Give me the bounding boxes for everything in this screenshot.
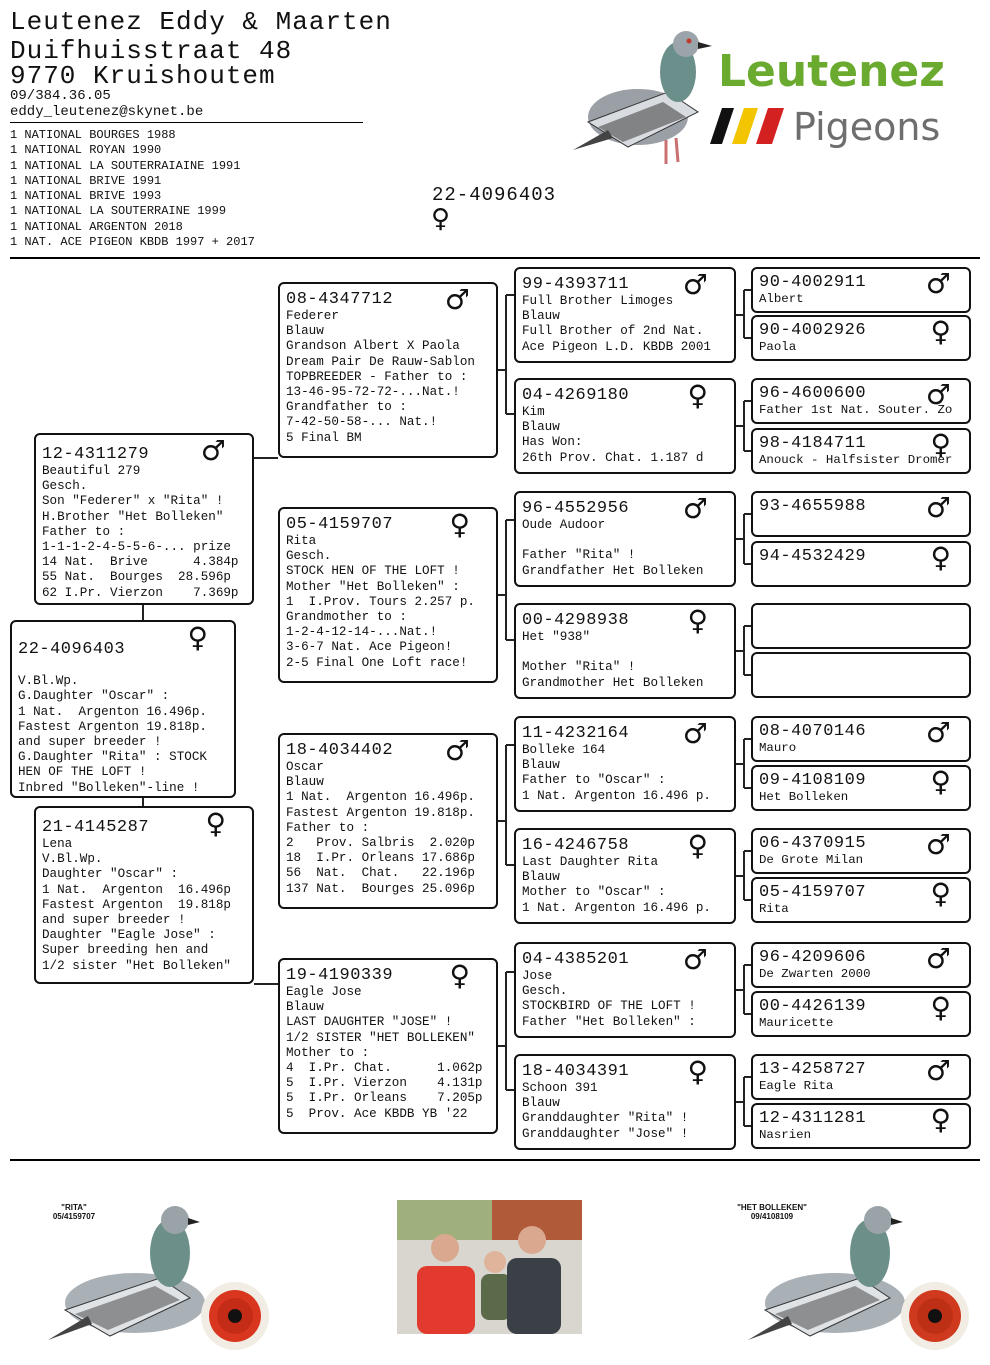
card-text-line: Daughter "Oscar" : xyxy=(42,867,179,882)
female-icon: ♀ xyxy=(930,315,951,348)
pedigree-card xyxy=(751,942,971,988)
connector-line xyxy=(506,1089,514,1091)
pedigree-card xyxy=(751,877,971,923)
female-icon: ♀ xyxy=(930,877,951,910)
connector-line xyxy=(744,1013,751,1015)
connector-line xyxy=(743,290,745,338)
card-text-line: Super breeding hen and xyxy=(42,943,209,958)
card-text-line: Daughter "Eagle Jose" : xyxy=(42,928,216,943)
pedigree-card xyxy=(514,942,736,1038)
card-text-line xyxy=(522,645,730,660)
card-text-line: 1 Nat. Argenton 16.496p. xyxy=(18,704,207,719)
card-text-line: LAST DAUGHTER "JOSE" ! xyxy=(286,1015,453,1030)
card-text-line: 1 Nat. Argenton 16.496 p. xyxy=(522,788,711,803)
card-text-line: 18 I.Pr. Orleans 17.686p xyxy=(286,851,475,866)
card-text-line: 1/2 SISTER "HET BOLLEKEN" xyxy=(286,1030,475,1045)
ring-number: 19-4190339 xyxy=(286,966,394,985)
card-text-line: STOCKBIRD OF THE LOFT ! xyxy=(522,999,696,1014)
card-text-line: Het Bolleken xyxy=(759,790,849,804)
card-text-line: 2 Prov. Salbris 2.020p xyxy=(286,836,475,851)
pedigree-card xyxy=(751,828,971,874)
ring-number: 12-4311281 xyxy=(759,1109,867,1128)
ring-number: 00-4426139 xyxy=(759,997,867,1016)
female-icon: ♀ xyxy=(449,508,470,541)
breeder-city: 9770 Kruishoutem xyxy=(10,61,276,91)
card-text-line: Eagle Rita xyxy=(759,1079,834,1093)
card-text-line: 62 I.Pr. Vierzon 7.369p xyxy=(42,585,239,600)
card-text-line: 5 Final BM xyxy=(286,430,362,445)
connector-line xyxy=(506,519,514,521)
card-text-line: Full Brother Limoges xyxy=(522,294,674,308)
pedigree-card xyxy=(514,716,736,812)
male-icon: ♂ xyxy=(444,283,470,316)
card-text-line: Mauro xyxy=(759,741,797,755)
subject-ring: 22-4096403 xyxy=(432,184,557,206)
connector-line xyxy=(744,400,751,402)
connector-line xyxy=(505,745,507,865)
card-text-line: Ace Pigeon L.D. KBDB 2001 xyxy=(522,339,711,354)
female-icon: ♀ xyxy=(187,621,208,654)
card-text-line: 5 I.Pr. Orleans 7.205p xyxy=(286,1091,483,1106)
card-text-line: Paola xyxy=(759,340,797,354)
card-text-line: Fastest Argenton 19.818p. xyxy=(18,719,207,734)
male-icon: ♂ xyxy=(925,828,951,861)
card-text-line: Grandmother Het Bolleken xyxy=(522,675,704,690)
card-text-line: Full Brother of 2nd Nat. xyxy=(522,324,704,339)
achievement-item: 1 NATIONAL LA SOUTERRAIAINE 1991 xyxy=(10,158,241,173)
card-text-line: Gesch. xyxy=(522,984,568,999)
card-text-line: Bolleke 164 xyxy=(522,743,606,757)
card-text-line: Father to : xyxy=(42,524,126,539)
card-text-line xyxy=(18,659,230,674)
female-icon: ♀ xyxy=(687,379,708,412)
card-text-line: Oscar xyxy=(286,760,324,774)
card-text-line: Father to "Oscar" : xyxy=(522,773,666,788)
female-icon: ♀ xyxy=(930,765,951,798)
pedigree-card xyxy=(514,828,736,924)
card-text-line: Grandmother to : xyxy=(286,610,407,625)
connector-line xyxy=(744,513,751,515)
card-text-line: 2-5 Final One Loft race! xyxy=(286,655,468,670)
ring-number: 05-4159707 xyxy=(286,515,394,534)
connector-line xyxy=(505,295,507,414)
achievement-item: 1 NATIONAL BRIVE 1993 xyxy=(10,189,162,204)
card-text-line: 5 Prov. Ace KBDB YB '22 xyxy=(286,1106,468,1121)
card-text-line: De Grote Milan xyxy=(759,853,864,867)
pedigree-card xyxy=(751,428,971,474)
male-icon: ♂ xyxy=(925,378,951,411)
card-text-line: Blauw xyxy=(286,1000,324,1015)
connector-line xyxy=(505,520,507,640)
male-icon: ♂ xyxy=(682,717,708,750)
connector-line xyxy=(744,1076,751,1078)
card-text-line: STOCK HEN OF THE LOFT ! xyxy=(286,564,460,579)
connector-line xyxy=(744,337,751,339)
card-text-line: Lena xyxy=(42,837,73,851)
ring-number: 90-4002926 xyxy=(759,321,867,340)
connector-line xyxy=(142,605,144,620)
achievement-item: 1 NAT. ACE PIGEON KBDB 1997 + 2017 xyxy=(10,235,255,250)
card-text-line: Father "Rita" ! xyxy=(522,548,636,563)
card-text-line: Anouck - Halfsister Dromer xyxy=(759,453,953,467)
pedigree-card xyxy=(34,433,254,605)
het-bolleken-photo xyxy=(730,1198,975,1350)
card-text-line: 1 Nat. Argenton 16.496p xyxy=(42,882,231,897)
male-icon: ♂ xyxy=(682,943,708,976)
breeder-email: eddy_leutenez@skynet.be xyxy=(10,104,204,120)
card-text-line: 4 I.Pr. Chat. 1.062p xyxy=(286,1061,483,1076)
female-icon: ♀ xyxy=(205,807,226,840)
card-text-line: Fastest Argenton 19.818p. xyxy=(286,805,475,820)
connector-line xyxy=(744,450,751,452)
connector-line xyxy=(744,899,751,901)
card-text-line: 56 Nat. Chat. 22.196p xyxy=(286,866,475,881)
card-text-line: Blauw xyxy=(522,870,560,885)
card-text-line: 3-6-7 Nat. Ace Pigeon! xyxy=(286,640,453,655)
ring-number: 18-4034391 xyxy=(522,1062,630,1081)
connector-line xyxy=(254,457,278,459)
connector-line xyxy=(506,864,514,866)
ring-number: 93-4655988 xyxy=(759,497,867,516)
pedigree-card xyxy=(514,378,736,474)
male-icon: ♂ xyxy=(925,1054,951,1087)
card-text-line: Mother "Het Bolleken" : xyxy=(286,579,460,594)
male-icon: ♂ xyxy=(925,491,951,524)
connector-line xyxy=(743,626,745,675)
card-text-line: 137 Nat. Bourges 25.096p xyxy=(286,881,475,896)
right-caption-ring: 09/4108109 xyxy=(750,1212,794,1221)
pedigree-card xyxy=(751,491,971,537)
male-icon: ♂ xyxy=(925,716,951,749)
card-text-line: 26th Prov. Chat. 1.187 d xyxy=(522,450,704,465)
connector-line xyxy=(744,563,751,565)
ring-number: 22-4096403 xyxy=(18,640,126,659)
card-text-line: Fastest Argenton 19.818p xyxy=(42,897,231,912)
connector-line xyxy=(744,738,751,740)
connector-line xyxy=(506,294,514,296)
female-icon: ♀ xyxy=(930,428,951,461)
card-text-line: 1/2 sister "Het Bolleken" xyxy=(42,958,231,973)
ring-number: 96-4209606 xyxy=(759,948,867,967)
connector-line xyxy=(506,413,514,415)
female-icon: ♀ xyxy=(930,541,951,574)
card-text-line: 1 Nat. Argenton 16.496 p. xyxy=(522,900,711,915)
achievement-item: 1 NATIONAL LA SOUTERRAINE 1999 xyxy=(10,204,227,219)
ring-number: 05-4159707 xyxy=(759,883,867,902)
ring-number: 96-4552956 xyxy=(522,499,630,518)
card-text-line: Mauricette xyxy=(759,1016,834,1030)
card-text-line: Federer xyxy=(286,309,339,323)
ring-number: 06-4370915 xyxy=(759,834,867,853)
connector-line xyxy=(142,798,144,806)
breeder-name: Leutenez Eddy & Maarten xyxy=(10,7,392,37)
card-text-line: Has Won: xyxy=(522,435,583,450)
male-icon: ♂ xyxy=(925,942,951,975)
male-icon: ♂ xyxy=(925,267,951,300)
connector-line xyxy=(743,965,745,1014)
card-text-line: Rita xyxy=(286,534,317,548)
male-icon: ♂ xyxy=(682,492,708,525)
achievement-item: 1 NATIONAL BOURGES 1988 xyxy=(10,128,176,142)
connector-line xyxy=(744,964,751,966)
card-text-line: Jose xyxy=(522,969,553,983)
family-photo xyxy=(397,1200,582,1334)
connector-line xyxy=(254,983,278,985)
logo-leutenez: Leutenez xyxy=(718,46,945,97)
card-text-line: Blauw xyxy=(522,1096,560,1111)
footer-divider xyxy=(10,1159,980,1161)
ring-number: 09-4108109 xyxy=(759,771,867,790)
ring-number: 96-4600600 xyxy=(759,384,867,403)
card-text-line: 5 I.Pr. Vierzon 4.131p xyxy=(286,1076,483,1091)
ring-number: 18-4034402 xyxy=(286,741,394,760)
card-text-line: Grandfather to : xyxy=(286,400,407,415)
ring-number: 12-4311279 xyxy=(42,445,150,464)
card-text-line: Father "Het Bolleken" : xyxy=(522,1014,696,1029)
card-text-line: Beautiful 279 xyxy=(42,464,141,478)
female-icon: ♀ xyxy=(687,1055,708,1088)
card-text-line: Rita xyxy=(759,902,789,916)
ring-number: 00-4298938 xyxy=(522,611,630,630)
ring-number: 90-4002911 xyxy=(759,273,867,292)
pedigree-card xyxy=(751,267,971,313)
breeder-phone: 09/384.36.05 xyxy=(10,88,111,104)
card-text-line: 1-2-4-12-14-...Nat.! xyxy=(286,625,438,640)
connector-line xyxy=(506,744,514,746)
pedigree-card xyxy=(514,491,736,587)
card-text-line: Blauw xyxy=(286,775,324,790)
ring-number: 08-4347712 xyxy=(286,290,394,309)
card-text-line: 55 Nat. Bourges 28.596p xyxy=(42,570,231,585)
card-text-line: Nasrien xyxy=(759,1128,812,1142)
pedigree-card xyxy=(751,716,971,762)
pedigree-card xyxy=(751,315,971,361)
card-text-line: 13-46-95-72-72-...Nat.! xyxy=(286,385,460,400)
card-text-line: Grandfather Het Bolleken xyxy=(522,563,704,578)
connector-line xyxy=(743,1077,745,1126)
connector-line xyxy=(744,850,751,852)
logo-pigeons: Pigeons xyxy=(793,105,941,149)
connector-line xyxy=(506,971,514,973)
card-text-line: 14 Nat. Brive 4.384p xyxy=(42,555,239,570)
pedigree-card xyxy=(278,958,498,1134)
female-icon: ♀ xyxy=(431,204,451,234)
card-text-line: Grandson Albert X Paola xyxy=(286,339,460,354)
rita-photo xyxy=(40,1198,280,1350)
achievement-item: 1 NATIONAL ROYAN 1990 xyxy=(10,143,162,158)
card-text-line: Oude Audoor xyxy=(522,518,606,532)
card-text-line: Blauw xyxy=(286,324,324,339)
card-text-line: Inbred "Bolleken"-line ! xyxy=(18,780,200,795)
card-text-line: Gesch. xyxy=(286,549,332,564)
female-icon: ♀ xyxy=(687,604,708,637)
card-text-line: 1 Nat. Argenton 16.496p. xyxy=(286,790,475,805)
ring-number: 16-4246758 xyxy=(522,836,630,855)
connector-line xyxy=(743,514,745,564)
achievement-item: 1 NATIONAL BRIVE 1991 xyxy=(10,173,162,188)
achievement-item: 1 NATIONAL ARGENTON 2018 xyxy=(10,219,183,234)
ring-number: 94-4532429 xyxy=(759,547,867,566)
connector-line xyxy=(743,739,745,788)
card-text-line: 1-1-1-2-4-5-5-6-... prize xyxy=(42,540,231,555)
pedigree-card xyxy=(751,378,971,424)
card-text-line: 7-42-50-58-... Nat.! xyxy=(286,415,438,430)
card-text-line: Blauw xyxy=(522,420,560,435)
card-text-line: Granddaughter "Jose" ! xyxy=(522,1126,689,1141)
card-text-line: Schoon 391 xyxy=(522,1081,598,1095)
connector-line xyxy=(743,401,745,451)
pedigree-card xyxy=(751,1054,971,1100)
pedigree-card xyxy=(278,507,498,683)
connector-line xyxy=(744,625,751,627)
connector-line xyxy=(744,289,751,291)
ring-number: 13-4258727 xyxy=(759,1060,867,1079)
connector-line xyxy=(506,639,514,641)
breeder-street: Duifhuisstraat 48 xyxy=(10,36,293,66)
pedigree-card xyxy=(751,541,971,587)
card-text-line: Albert xyxy=(759,292,804,306)
ring-number: 08-4070146 xyxy=(759,722,867,741)
ring-number: 21-4145287 xyxy=(42,818,150,837)
card-text-line: Granddaughter "Rita" ! xyxy=(522,1111,689,1126)
female-icon: ♀ xyxy=(930,991,951,1024)
ring-number: 99-4393711 xyxy=(522,275,630,294)
card-text-line: G.Daughter "Rita" : STOCK xyxy=(18,750,207,765)
card-text-line: Father to : xyxy=(286,820,370,835)
pedigree-card xyxy=(278,282,498,458)
pedigree-card xyxy=(34,806,254,984)
card-text-line: Kim xyxy=(522,405,545,419)
card-text-line: H.Brother "Het Bolleken" xyxy=(42,509,224,524)
pedigree-card xyxy=(514,267,736,363)
card-text-line: 1 I.Prov. Tours 2.257 p. xyxy=(286,594,475,609)
male-icon: ♂ xyxy=(682,268,708,301)
left-caption-ring: 05/4159707 xyxy=(52,1212,96,1221)
pedigree-card xyxy=(514,603,736,699)
pedigree-card-empty xyxy=(751,652,971,698)
card-text-line: Mother "Rita" ! xyxy=(522,660,636,675)
male-icon: ♂ xyxy=(200,434,226,467)
ring-number: 11-4232164 xyxy=(522,724,630,743)
card-text-line: Mother to : xyxy=(286,1045,370,1060)
male-icon: ♂ xyxy=(444,734,470,767)
left-caption-name: "RITA" xyxy=(61,1203,87,1212)
pedigree-card-empty xyxy=(751,603,971,649)
card-text-line: and super breeder ! xyxy=(18,735,162,750)
connector-line xyxy=(505,972,507,1090)
card-text-line: Mother to "Oscar" : xyxy=(522,885,666,900)
pedigree-card xyxy=(751,991,971,1037)
card-text-line xyxy=(522,533,730,548)
connector-line xyxy=(743,851,745,900)
connector-line xyxy=(744,674,751,676)
pedigree-card xyxy=(10,620,236,798)
right-caption-name: "HET BOLLEKEN" xyxy=(737,1203,807,1212)
connector-line xyxy=(744,1125,751,1127)
pedigree-card xyxy=(514,1054,736,1150)
card-text-line: Het "938" xyxy=(522,630,591,644)
card-text-line: and super breeder ! xyxy=(42,913,186,928)
female-icon: ♀ xyxy=(930,1103,951,1136)
pedigree-card xyxy=(751,765,971,811)
ring-number: 98-4184711 xyxy=(759,434,867,453)
card-text-line: TOPBREEDER - Father to : xyxy=(286,369,468,384)
female-icon: ♀ xyxy=(687,829,708,862)
card-text-line: Last Daughter Rita xyxy=(522,855,659,869)
card-text-line: HEN OF THE LOFT ! xyxy=(18,765,147,780)
female-icon: ♀ xyxy=(449,959,470,992)
card-text-line: Blauw xyxy=(522,758,560,773)
pedigree-card xyxy=(751,1103,971,1149)
card-text-line: V.Bl.Wp. xyxy=(42,852,103,867)
card-text-line: V.Bl.Wp. xyxy=(18,674,79,689)
card-text-line: De Zwarten 2000 xyxy=(759,967,871,981)
card-text-line: Dream Pair De Rauw-Sablon xyxy=(286,354,475,369)
card-text-line: Blauw xyxy=(522,309,560,324)
connector-line xyxy=(744,787,751,789)
card-text-line: Eagle Jose xyxy=(286,985,362,999)
card-text-line: Son "Federer" x "Rita" ! xyxy=(42,494,224,509)
card-text-line: Father 1st Nat. Souter. Zo xyxy=(759,403,953,417)
pedigree-card xyxy=(278,733,498,909)
card-text-line: G.Daughter "Oscar" : xyxy=(18,689,170,704)
ring-number: 04-4269180 xyxy=(522,386,630,405)
ring-number: 04-4385201 xyxy=(522,950,630,969)
card-text-line: Gesch. xyxy=(42,479,88,494)
